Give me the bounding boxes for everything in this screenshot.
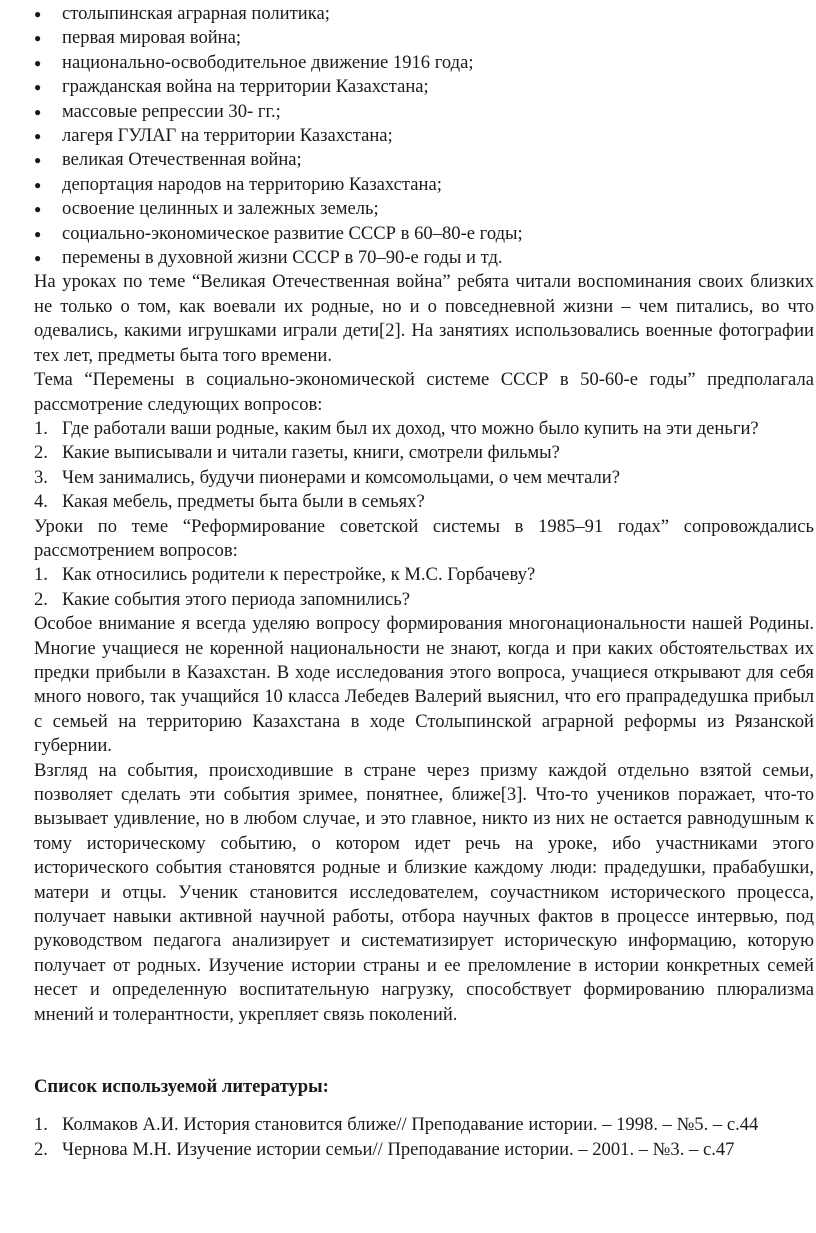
reference-text: Колмаков А.И. История становится ближе// Преподавание истории. – 1998. – №5. – с.44 xyxy=(62,1114,759,1136)
paragraph-text: На уроках по теме “Великая Отечественная война” ребята читали воспоминания своих близких не только о том, как воевали их родные, но и о повседневной жизни – чем питались, во что одевались, какими игрушками играли дети[2]. На занятиях использовались военные фотографии тех лет, предметы быта того времени. xyxy=(34,271,814,366)
paragraph-text: Взгляд на события, происходившие в стране через призму каждой отдельно взятой семьи, позволяет сделать эти события зримее, понятнее, ближе[3]. Что-то учеников поражает, что-то вызывает удивление, но в любом случае, и это главное, никто из них не остается равнодушным к тому историческому событию, о котором идет речь на уроке, ибо участниками этого исторического события становятся родные и близкие каждому люди: прадедушки, прабабушки, матери и отцы. Ученик становится исследователем, соучастником исторического процесса, получает навыки активной научной работы, отбора научных фактов в процессе интервью, под руководством педагога анализирует и систематизирует историческую информацию, которую получает от родных. Изучение истории страны и ее преломление в истории конкретных семей несет и определенную воспитательную нагрузку, способствует формированию плюрализма мнений и толерантности, укрепляет связь поколений. xyxy=(34,759,814,1025)
paragraph-text: Уроки по теме “Реформирование советской системы в 1985–91 годах” сопровождались рассмотрением вопросов: xyxy=(34,515,814,561)
list-number: 2. xyxy=(34,442,48,464)
list-item: ● массовые репрессии 30- гг.; xyxy=(34,100,814,124)
list-item: ● национально-освободительное движение 1916 года; xyxy=(34,51,814,75)
reform-questions-list xyxy=(34,563,814,612)
list-text: Как относились родители к перестройке, к М.С. Горбачеву? xyxy=(62,564,536,586)
list-item xyxy=(34,563,814,587)
list-item: ● великая Отечественная война; xyxy=(34,148,814,172)
list-item: ● столыпинская аграрная политика; xyxy=(34,2,814,26)
list-item xyxy=(34,417,814,441)
list-number: 2. xyxy=(34,588,48,610)
list-item: ● социально-экономическое развитие СССР в 60–80-е годы; xyxy=(34,222,814,246)
paragraph-multinational xyxy=(34,612,814,758)
paragraph-wwii-lessons xyxy=(34,270,814,368)
list-item xyxy=(34,466,814,490)
list-number: 4. xyxy=(34,491,48,513)
list-item: ● депортация народов на территорию Казахстана; xyxy=(34,173,814,197)
list-text: Какая мебель, предметы быта были в семьях? xyxy=(62,491,425,513)
list-number: 3. xyxy=(34,466,48,488)
list-item: ● освоение целинных и залежных земель; xyxy=(34,197,814,221)
list-text: Какие выписывали и читали газеты, книги, смотрели фильмы? xyxy=(62,442,560,464)
paragraph-socioeconomic-topic xyxy=(34,368,814,417)
list-text: Какие события этого периода запомнились? xyxy=(62,588,411,610)
references-heading: Список используемой литературы: xyxy=(34,1076,329,1098)
list-item: ● перемены в духовной жизни СССР в 70–90-е годы и тд. xyxy=(34,246,814,270)
list-item: ● гражданская война на территории Казахстана; xyxy=(34,75,814,99)
list-number: 1. xyxy=(34,417,48,439)
list-number: 1. xyxy=(34,1114,48,1136)
reference-item xyxy=(34,1113,814,1137)
references-list xyxy=(34,1113,814,1162)
list-item xyxy=(34,441,814,465)
reference-text: Чернова М.Н. Изучение истории семьи// Преподавание истории. – 2001. – №3. – с.47 xyxy=(62,1138,735,1160)
paragraph-family-prism xyxy=(34,759,814,1027)
topics-bullet-list xyxy=(34,2,814,270)
paragraph-text: Особое внимание я всегда уделяю вопросу формирования многонациональности нашей Родины. Многие учащиеся не коренной национальности не знают, когда и при каких обстоятельствах их предки прибыли в Казахстан. В ходе исследования этого вопроса, учащиеся открывают для себя много нового, так учащийся 10 класса Лебедев Валерий выяснил, что его прапрадедушка прибыл с семьей на территорию Казахстана в ходе Столыпинской аграрной реформы из Рязанской губернии. xyxy=(34,613,814,757)
list-text: Чем занимались, будучи пионерами и комсомольцами, о чем мечтали? xyxy=(62,466,620,488)
list-item xyxy=(34,588,814,612)
list-item xyxy=(34,490,814,514)
list-number: 2. xyxy=(34,1138,48,1160)
list-item: ● первая мировая война; xyxy=(34,26,814,50)
document-page xyxy=(34,2,814,1162)
paragraph-text: Тема “Перемены в социально-экономической системе СССР в 50-60-е годы” предполагала рассмотрение следующих вопросов: xyxy=(34,369,814,415)
socioeconomic-questions-list xyxy=(34,417,814,515)
list-item: ● лагеря ГУЛАГ на территории Казахстана; xyxy=(34,124,814,148)
paragraph-reform-topic xyxy=(34,515,814,564)
reference-item xyxy=(34,1138,814,1162)
list-text: Где работали ваши родные, каким был их доход, что можно было купить на эти деньги? xyxy=(62,417,759,439)
list-number: 1. xyxy=(34,564,48,586)
